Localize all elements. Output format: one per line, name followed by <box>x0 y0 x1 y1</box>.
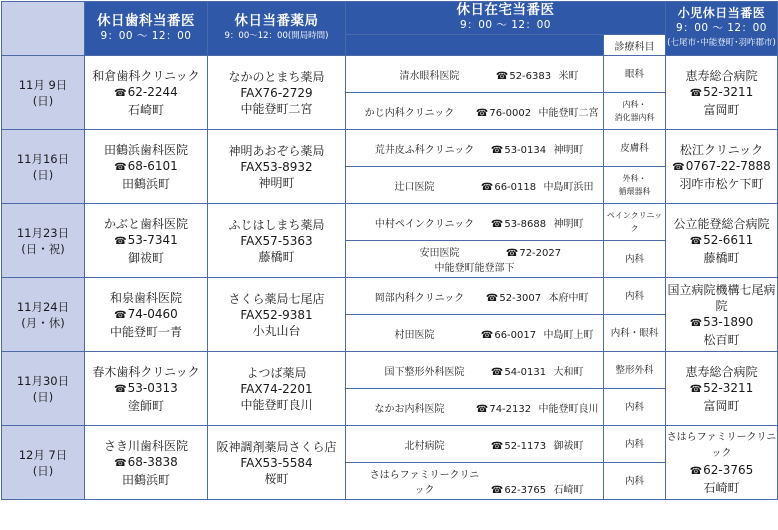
home-doctor-tel: ☎ 52-6383 <box>489 71 559 82</box>
home-doctor-tel: ☎ 72-2027 <box>499 248 569 259</box>
pediatric-address: 松百町 <box>703 332 740 347</box>
pediatric-cell <box>666 426 778 500</box>
home-doctor-tel: ☎ 66-0017 <box>474 330 544 341</box>
date-label: 12月 7日 <box>18 447 68 462</box>
pediatric-name: 恵寿総合病院 <box>685 364 758 379</box>
pharmacy-cell <box>208 130 346 204</box>
dental-name: 和倉歯科クリニック <box>92 68 200 83</box>
header-pediatric-area: (七尾市･中能登町･羽咋郡市) <box>667 38 776 48</box>
home-doctor-tel: ☎ 52-3007 <box>479 293 549 304</box>
home-doctor-address: 神明町 <box>553 218 584 230</box>
dental-tel: ☎ 62-2244 <box>85 84 207 102</box>
day-of-week: (日・祝) <box>21 241 65 256</box>
home-doctor-tel: ☎ 76-0002 <box>469 108 539 119</box>
home-doctor-tel: ☎ 52-1173 <box>484 441 554 452</box>
header-corner <box>2 2 85 56</box>
dental-name: 田鶴浜歯科医院 <box>103 142 188 157</box>
date-label: 11月 9日 <box>18 77 68 92</box>
schedule-body <box>2 56 778 500</box>
dental-address: 田鶴浜町 <box>121 176 170 191</box>
pediatric-tel: ☎ 52-3211 <box>666 84 777 102</box>
home-doctor-address: 中島町浜田 <box>543 181 594 193</box>
header-pediatric-time: 9：00 ～ 12：00 <box>676 22 767 34</box>
home-doctor-address: 石崎町 <box>553 485 584 496</box>
dental-address: 御祓町 <box>127 250 164 265</box>
pharmacy-address: 神明町 <box>258 175 295 190</box>
pharmacy-cell <box>208 426 346 500</box>
pharmacy-cell <box>208 352 346 426</box>
day-of-week: (日) <box>32 463 54 478</box>
dental-cell <box>85 204 208 278</box>
date-label: 11月16日 <box>16 151 70 166</box>
day-of-week: (月・休) <box>21 315 65 330</box>
pharmacy-address: 中能登町良川 <box>240 397 313 412</box>
pediatric-address: 羽咋市松ケ下町 <box>679 176 764 191</box>
pediatric-cell <box>666 204 778 278</box>
pharmacy-address: 桜町 <box>264 471 289 486</box>
date-cell <box>2 426 85 500</box>
home-doctor-cell <box>346 352 604 389</box>
home-doctor-tel: ☎ 53-0134 <box>484 145 554 156</box>
header-dental-title: 休日歯科当番医 <box>97 12 195 29</box>
pharmacy-name: よつば薬局 <box>246 365 307 380</box>
home-doctor-cell <box>346 56 604 93</box>
header-dental-time: 9：00 ～ 12：00 <box>100 29 192 42</box>
pediatric-tel: ☎ 52-6611 <box>666 232 777 250</box>
home-doctor-name: 荒井皮ふ科クリニック <box>374 144 475 156</box>
dept-cell: 内科 <box>604 278 666 315</box>
dental-address: 田鶴浜町 <box>121 472 170 487</box>
date-cell <box>2 204 85 278</box>
pharmacy-cell <box>208 278 346 352</box>
date-cell <box>2 130 85 204</box>
header-pharmacy-title: 休日当番薬局 <box>234 12 319 29</box>
pharmacy-fax: FAX57-5363 <box>240 233 313 248</box>
pharmacy-name: なかのとまち薬局 <box>228 69 325 84</box>
date-label: 11月30日 <box>16 373 70 388</box>
pediatric-name: 公立能登総合病院 <box>673 216 770 231</box>
home-doctor-name: かじ内科クリニック <box>364 107 455 119</box>
home-doctor-cell <box>346 93 604 130</box>
header-home-title: 休日在宅当番医 <box>456 2 555 18</box>
dental-name: 春木歯科クリニック <box>92 364 200 379</box>
dental-tel: ☎ 68-6101 <box>85 158 207 176</box>
pediatric-cell <box>666 352 778 426</box>
home-doctor-cell <box>346 241 604 278</box>
dental-cell <box>85 352 208 426</box>
dental-cell <box>85 278 208 352</box>
day-row <box>2 352 778 389</box>
dental-tel: ☎ 74-0460 <box>85 306 207 324</box>
pediatric-address: 富岡町 <box>703 398 740 413</box>
pediatric-name: 国立病院機構七尾病院 <box>667 282 776 313</box>
pharmacy-address: 藤橋町 <box>258 249 295 264</box>
dept-cell: 内科・眼科 <box>604 315 666 352</box>
home-doctor-name: 辻口医院 <box>394 181 435 193</box>
date-label: 11月24日 <box>16 299 70 314</box>
pediatric-cell <box>666 130 778 204</box>
day-row <box>2 56 778 93</box>
dental-cell <box>85 56 208 130</box>
dept-cell: 内科 <box>604 241 666 278</box>
header-home-time: 9：00 ～ 12：00 <box>460 19 551 31</box>
day-of-week: (日) <box>32 389 54 404</box>
home-doctor-name: 村田医院 <box>394 329 435 341</box>
header-pediatric <box>666 2 778 56</box>
day-of-week: (日) <box>32 167 54 182</box>
home-doctor-address: 大和町 <box>553 366 584 378</box>
dept-cell: 外科・ 循環器科 <box>604 167 666 204</box>
header-dept-label: 診療科目 <box>604 35 666 56</box>
dental-tel: ☎ 53-0313 <box>85 380 207 398</box>
home-doctor-address: 神明町 <box>553 144 584 156</box>
home-doctor-name: 北村病院 <box>404 440 445 452</box>
home-doctor-address: 中能登町能登部下 <box>434 263 515 274</box>
pediatric-name: 松江クリニック <box>679 142 764 157</box>
home-doctor-address: 本府中町 <box>548 292 589 304</box>
header-pediatric-title: 小児休日当番医 <box>677 6 766 20</box>
pharmacy-address: 小丸山台 <box>252 323 301 338</box>
dental-name: かぶと歯科医院 <box>103 216 188 231</box>
pharmacy-fax: FAX76-2729 <box>240 85 313 100</box>
home-doctor-name: 安田医院 <box>419 248 460 259</box>
pharmacy-fax: FAX53-8932 <box>240 159 313 174</box>
pediatric-tel: ☎ 0767-22-7888 <box>666 158 777 176</box>
day-row <box>2 426 778 463</box>
home-doctor-address: 中能登町二宮 <box>538 107 599 119</box>
home-doctor-tel: ☎ 62-3765 <box>484 485 554 496</box>
pharmacy-fax: FAX52-9381 <box>240 307 313 322</box>
pediatric-name: さはらファミリークリニック <box>666 431 777 459</box>
dental-name: さき川歯科医院 <box>103 438 188 453</box>
pharmacy-name: 阪神調剤薬局さくら店 <box>216 439 337 454</box>
dept-cell: 整形外科 <box>604 352 666 389</box>
pharmacy-cell <box>208 56 346 130</box>
header-home-spacer <box>346 35 604 56</box>
pediatric-tel: ☎ 52-3211 <box>666 380 777 398</box>
home-doctor-cell <box>346 130 604 167</box>
pediatric-address: 藤橋町 <box>703 250 740 265</box>
pharmacy-name: さくら薬局七尾店 <box>228 291 325 306</box>
pharmacy-cell <box>208 204 346 278</box>
date-label: 11月23日 <box>16 225 70 240</box>
pediatric-cell <box>666 278 778 352</box>
day-row <box>2 278 778 315</box>
home-doctor-address: 御祓町 <box>553 440 584 452</box>
home-doctor-cell <box>346 278 604 315</box>
dental-tel: ☎ 53-7341 <box>85 232 207 250</box>
dental-name: 和泉歯科医院 <box>109 290 182 305</box>
home-doctor-tel: ☎ 66-0118 <box>474 182 544 193</box>
dental-cell <box>85 130 208 204</box>
dental-tel: ☎ 68-3838 <box>85 454 207 472</box>
dental-address: 塗師町 <box>127 398 164 413</box>
dental-address: 中能登町一青 <box>109 324 182 339</box>
dept-cell: ペインクリニック <box>604 204 666 241</box>
header-pharmacy-time: 9：00～12：00(開局時間) <box>224 30 329 41</box>
home-doctor-cell <box>346 315 604 352</box>
pediatric-address: 富岡町 <box>703 102 740 117</box>
pharmacy-fax: FAX74-2201 <box>240 381 313 396</box>
date-cell <box>2 352 85 426</box>
pharmacy-name: ふじはしまち薬局 <box>228 217 325 232</box>
holiday-duty-schedule-table <box>1 1 778 500</box>
home-doctor-name: 国下整形外科医院 <box>384 366 465 378</box>
date-cell <box>2 56 85 130</box>
home-doctor-name: さはらファミリークリニック <box>369 470 480 496</box>
pediatric-address: 石崎町 <box>703 480 740 495</box>
pharmacy-name: 神明あおぞら薬局 <box>228 143 325 158</box>
pharmacy-fax: FAX53-5584 <box>240 455 313 470</box>
day-row <box>2 204 778 241</box>
dept-cell: 内科 <box>604 389 666 426</box>
home-doctor-name: 清水眼科医院 <box>399 70 460 82</box>
home-doctor-cell <box>346 389 604 426</box>
home-doctor-address: 米町 <box>558 70 579 82</box>
dept-cell: 内科 <box>604 463 666 500</box>
pediatric-tel: ☎ 62-3765 <box>666 462 777 480</box>
home-doctor-tel: ☎ 54-0131 <box>484 367 554 378</box>
dept-cell: 眼科 <box>604 56 666 93</box>
home-doctor-name: 中村ペインクリニック <box>374 218 475 230</box>
header-dental <box>85 2 208 56</box>
home-doctor-cell <box>346 463 604 500</box>
home-doctor-address: 中能登町良川 <box>538 403 599 415</box>
dept-cell: 皮膚科 <box>604 130 666 167</box>
pharmacy-address: 中能登町二宮 <box>240 101 313 116</box>
home-doctor-cell <box>346 426 604 463</box>
dept-cell: 内科・ 消化器内科 <box>604 93 666 130</box>
home-doctor-name: 岡部内科クリニック <box>374 292 465 304</box>
pediatric-name: 恵寿総合病院 <box>685 68 758 83</box>
day-row <box>2 130 778 167</box>
home-doctor-name: なかお内科医院 <box>374 403 445 415</box>
day-of-week: (日) <box>32 93 54 108</box>
dental-address: 石崎町 <box>127 102 164 117</box>
home-doctor-tel: ☎ 74-2132 <box>469 404 539 415</box>
home-doctor-tel: ☎ 53-8688 <box>484 219 554 230</box>
dental-cell <box>85 426 208 500</box>
pediatric-tel: ☎ 53-1890 <box>666 314 777 332</box>
home-doctor-cell <box>346 204 604 241</box>
header-pharmacy <box>208 2 346 56</box>
dept-cell: 内科 <box>604 426 666 463</box>
date-cell <box>2 278 85 352</box>
header-home <box>346 2 666 35</box>
home-doctor-address: 中島町上町 <box>543 329 594 341</box>
home-doctor-cell <box>346 167 604 204</box>
pediatric-cell <box>666 56 778 130</box>
